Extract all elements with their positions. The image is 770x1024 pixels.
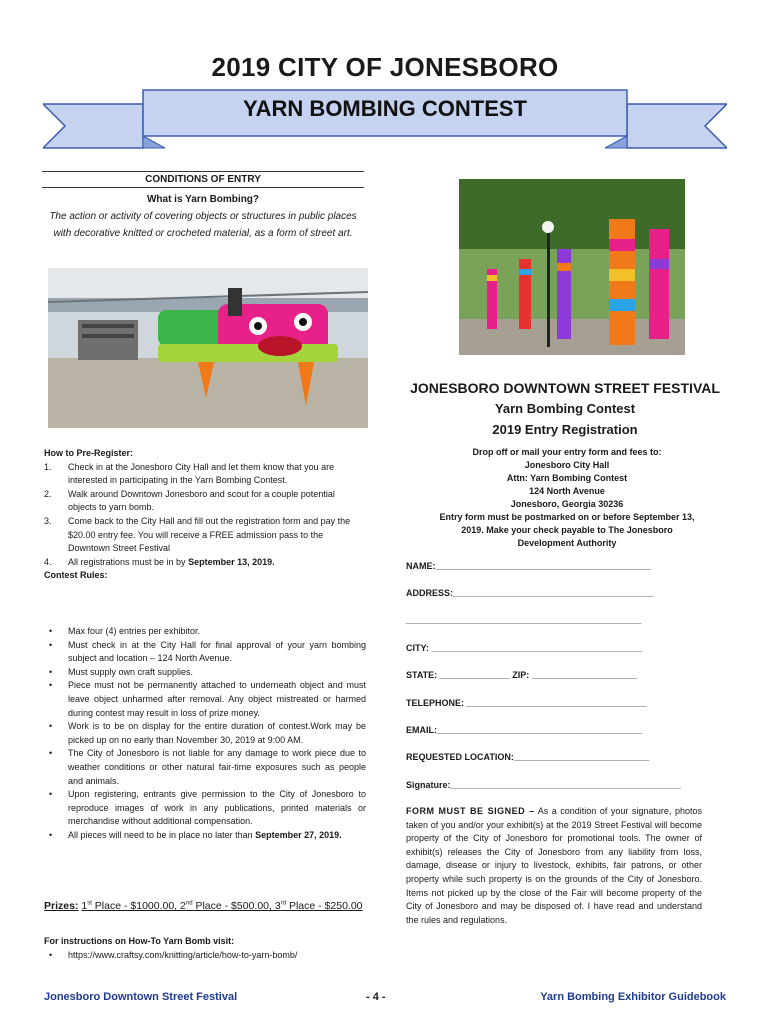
step-text: Walk around Downtown Jonesboro and scout for a couple potential objects to yarn bomb. (68, 488, 335, 513)
list-item (44, 515, 364, 556)
list-item (44, 461, 364, 488)
divider (42, 187, 364, 188)
name-field[interactable]: NAME:___________________________________________ (406, 561, 651, 571)
prizes-label: Prizes: (44, 900, 79, 912)
mail-line: Entry form must be postmarked on or before September 13, (439, 512, 695, 522)
mail-line: 124 North Avenue (529, 486, 605, 496)
mailing-instructions (404, 446, 730, 550)
instructions-heading: For instructions on How-To Yarn Bomb visit: (44, 936, 235, 946)
rule-text: Work is to be on display for the entire duration of contest.Work may be picked up on no early than November 30, 2019 at 9:00 AM. (68, 721, 366, 745)
instructions-url[interactable]: https://www.craftsy.com/knitting/article/how-to-yarn-bomb/ (68, 950, 298, 960)
deadline-date: September 13, 2019. (188, 556, 275, 567)
state-zip-field[interactable]: STATE: ______________ ZIP: _____________________ (406, 670, 637, 680)
consent-text: As a condition of your signature, photos taken of you and/or your exhibit(s) at the 2019 Street Festival will become property of the City of Jonesboro for promotional tools. The owner of exhibit(s) releases the City of Jonesboro from any liability from loss, damage, disease or injury to livestock, exhibits, fair patrons, or other property while such property is on the grounds of the City of Jonesboro. Items not picked up by the close of the Fair will become property of the City of Jonesboro and may be disposed of. I have read and understand the rules and regulations. (406, 806, 702, 925)
mail-line: Drop off or mail your entry form and fees to: (472, 447, 662, 457)
conditions-heading: CONDITIONS OF ENTRY (145, 174, 261, 185)
consent-lead: FORM MUST BE SIGNED – (406, 806, 535, 816)
deadline-date: September 27, 2019. (255, 829, 342, 840)
how-to-register (44, 447, 364, 583)
instructions (44, 934, 374, 962)
step-number: 1. (44, 461, 52, 472)
step-number: 3. (44, 515, 52, 526)
steps-list (44, 461, 364, 570)
contest-subtitle: Yarn Bombing Contest (494, 401, 636, 416)
rules-heading: Contest Rules: (44, 570, 108, 581)
page-number: - 4 - (366, 991, 386, 1003)
rule-text: Must supply own craft supplies. (68, 666, 194, 677)
signature-field[interactable]: Signature:______________________________________________ (406, 780, 681, 790)
consent-paragraph (406, 805, 702, 927)
city-field[interactable]: CITY: __________________________________________ (406, 643, 642, 653)
list-item (44, 556, 364, 570)
mail-line: Development Authority (517, 538, 617, 548)
requested-location-field[interactable]: REQUESTED LOCATION:___________________________ (406, 752, 649, 762)
mail-line: 2019. Make your check payable to The Jonesboro (461, 525, 673, 535)
step-text: All registrations must be in by (68, 556, 189, 567)
footer-right: Yarn Bombing Exhibitor Guidebook (540, 991, 726, 1003)
rule-text: Piece must not be permanently attached to underneath object and must leave object unharmed after removal. Any object mistreated or harmed during contest may result in loss of prize money. (68, 680, 366, 718)
list-item: • The City of Jonesboro is not liable for any damage to work piece due to weather conditions or other natural fair-time exposures such as people and animals. (49, 748, 366, 786)
mail-line: Jonesboro, Georgia 30236 (510, 499, 624, 509)
ribbon-banner (43, 86, 727, 152)
page-title: 2019 CITY OF JONESBORO (211, 52, 559, 82)
list-item: • Must supply own craft supplies. (49, 666, 194, 677)
list-item: • Must check in at the City Hall for final approval of your yarn bombing subject and location – 124 North Avenue. (49, 639, 366, 664)
footer-left: Jonesboro Downtown Street Festival (44, 991, 238, 1003)
step-text: Check in at the Jonesboro City Hall and let them know that you are interested in participating in the Yarn Bombing Contest. (68, 461, 335, 486)
divider (42, 171, 364, 172)
step-text: Come back to the City Hall and fill out the registration form and pay the $20.00 entry fee. You will receive a FREE admission pass to the Downtown Street Festival (68, 515, 351, 554)
definition-text: The action or activity of covering objects or structures in public places with decorative knitted or crocheted material, as a form of street art. (49, 211, 357, 239)
address-line-2-field[interactable]: _______________________________________________ (406, 615, 642, 625)
step-number: 4. (44, 556, 52, 567)
prizes-line (44, 900, 384, 912)
address-field[interactable]: ADDRESS:________________________________________ (406, 588, 654, 598)
mail-line: Jonesboro City Hall (524, 460, 610, 470)
rules-list (44, 625, 366, 843)
list-item: • All pieces will need to be in place no later than September 27, 2019. (49, 829, 342, 840)
list-item: • Upon registering, entrants give permission to the City of Jonesboro to reproduce images of work in any publications, printed materials or merchandise without additional compensation. (49, 789, 366, 827)
list-item (44, 488, 364, 515)
definition-question: What is Yarn Bombing? (146, 194, 260, 205)
rule-text: Must check in at the City Hall for final approval of your yarn bombing subject and location – 124 North Avenue. (68, 639, 366, 664)
list-item: • Piece must not be permanently attached to underneath object and must leave object unharmed after removal. Any object mistreated or harmed during contest may result in loss of prize money. (49, 680, 366, 718)
rule-text: All pieces will need to be in place no later than (68, 829, 256, 840)
ribbon-title: YARN BOMBING CONTEST (243, 96, 527, 121)
telephone-field[interactable]: TELEPHONE: ____________________________________ (406, 698, 647, 708)
list-item: • Max four (4) entries per exhibitor. (49, 626, 201, 636)
how-to-heading: How to Pre-Register: (44, 448, 134, 458)
prizes-values: 1st Place - $1000.00, 2nd Place - $500.00, 3rd Place - $250.00 (81, 900, 363, 912)
rule-text: The City of Jonesboro is not liable for any damage to work piece due to weather conditions or other natural fair-time exposures such as people and animals. (68, 748, 366, 786)
list-item: • Work is to be on display for the entire duration of contest.Work may be picked up on no early than November 30, 2019 at 9:00 AM. (49, 721, 366, 745)
email-field[interactable]: EMAIL:_________________________________________ (406, 725, 643, 735)
yarn-bombed-bench-photo (48, 268, 368, 428)
instructions-link[interactable]: • https://www.craftsy.com/knitting/article/how-to-yarn-bomb/ (49, 950, 298, 960)
festival-title: JONESBORO DOWNTOWN STREET FESTIVAL (410, 380, 720, 396)
rule-text: Max four (4) entries per exhibitor. (68, 626, 201, 636)
mail-line: Attn: Yarn Bombing Contest (506, 473, 628, 483)
rule-text: Upon registering, entrants give permission to the City of Jonesboro to reproduce images of work in any publications, printed materials or merchandise without additional compensation. (68, 789, 366, 827)
yarn-bombed-trees-photo (459, 179, 685, 355)
form-title: 2019 Entry Registration (492, 422, 638, 437)
step-number: 2. (44, 488, 52, 499)
registration-header (400, 378, 730, 440)
